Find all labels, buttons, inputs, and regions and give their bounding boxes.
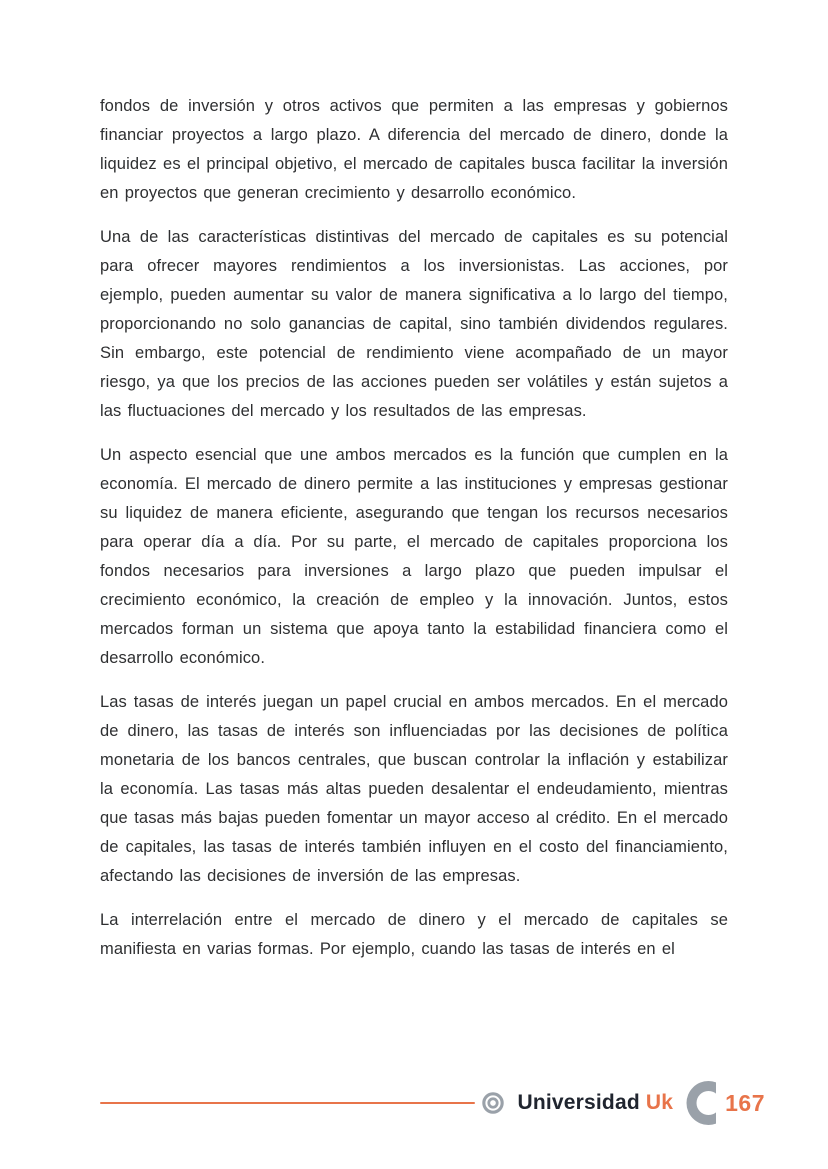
brand-logo-text [517,1091,673,1115]
paragraph-3: Un aspecto esencial que une ambos mercados es la función que cumplen en la economía. El mercado de dinero permite a las instituciones y empresas gestionar su liquidez de manera eficiente, asegurando que tengan los recursos necesarios para operar día a día. Por su parte, el mercado de capitales proporciona los fondos necesarios para inversiones a largo plazo que pueden impulsar el crecimiento económico, la creación de empleo y la innovación. Juntos, estos mercados forman un sistema que apoya tanto la estabilidad financiera como el desarrollo económico. [100,446,728,667]
page-footer [100,1087,765,1119]
crescent-c-icon [686,1080,716,1126]
page-content [100,92,728,979]
page-number: 167 [725,1089,765,1116]
paragraph-4: Las tasas de interés juegan un papel crucial en ambos mercados. En el mercado de dinero, las tasas de interés son influenciadas por las decisiones de política monetaria de los bancos centrales, que buscan controlar la inflación y estabilizar la economía. Las tasas más altas pueden desalentar el endeudamiento, mientras que tasas más bajas pueden fomentar un mayor acceso al crédito. En el mercado de capitales, las tasas de interés también influyen en el costo del financiamiento, afectando las decisiones de inversión de las empresas. [100,693,728,885]
brand-name: Universidad [517,1091,640,1114]
footer-divider-line [100,1102,475,1105]
paragraph-1: fondos de inversión y otros activos que permiten a las empresas y gobiernos financiar proyectos a largo plazo. A diferencia del mercado de dinero, donde la liquidez es el principal objetivo, el mercado de capitales busca facilitar la inversión en proyectos que generan crecimiento y desarrollo económico. [100,97,728,202]
target-bullseye-icon [482,1092,504,1114]
paragraph-2: Una de las características distintivas del mercado de capitales es su potencial para ofrecer mayores rendimientos a los inversionistas. Las acciones, por ejemplo, pueden aumentar su valor de manera significativa a lo largo del tiempo, proporcionando no solo ganancias de capital, sino también dividendos regulares. Sin embargo, este potencial de rendimiento viene acompañado de un mayor riesgo, ya que los precios de las acciones pueden ser volátiles y están sujetos a las fluctuaciones del mercado y los resultados de las empresas. [100,228,728,420]
brand-suffix: Uk [645,1091,674,1114]
paragraph-5: La interrelación entre el mercado de dinero y el mercado de capitales se manifiesta en varias formas. Por ejemplo, cuando las tasas de interés en el [100,911,728,958]
